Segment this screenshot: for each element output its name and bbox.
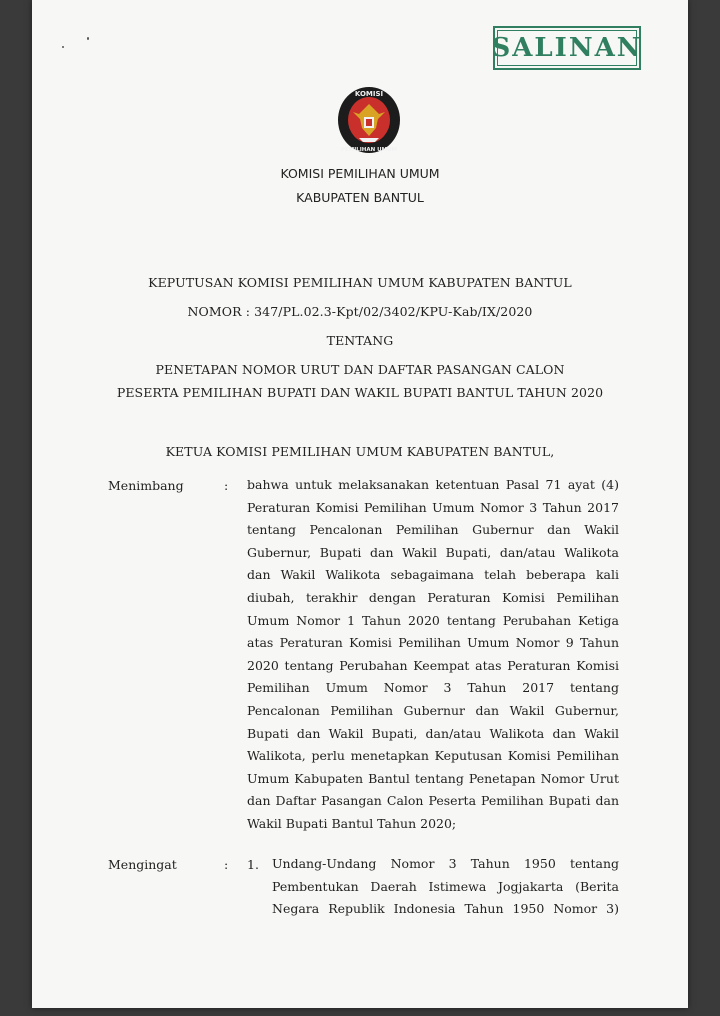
menimbang-line: diubah, terakhir dengan Peraturan Komisi Pemilihan <box>247 589 619 605</box>
kpu-logo-icon <box>335 84 403 156</box>
menimbang-label: Menimbang <box>108 478 184 493</box>
document-page <box>32 0 688 1008</box>
decree-about: TENTANG <box>326 333 394 348</box>
mengingat-item-paragraph <box>272 853 619 921</box>
decree-number: NOMOR : 347/PL.02.3-Kpt/02/3402/KPU-Kab/IX/2020 <box>187 304 533 319</box>
decree-subject-line1: PENETAPAN NOMOR URUT DAN DAFTAR PASANGAN CALON <box>155 362 565 377</box>
menimbang-colon: : <box>224 478 229 493</box>
menimbang-line: Umum Nomor 1 Tahun 2020 tentang Perubahan Ketiga <box>247 612 619 628</box>
menimbang-line: Wakil Bupati Bantul Tahun 2020; <box>247 815 457 831</box>
menimbang-line: Umum Kabupaten Bantul tentang Penetapan Nomor Urut <box>247 770 619 786</box>
logo-top-text: KOMISI <box>354 90 384 98</box>
scan-speck <box>62 46 64 48</box>
salinan-stamp: SALINAN <box>493 26 641 70</box>
institution-name: KOMISI PEMILIHAN UMUM <box>280 166 440 181</box>
mengingat-line: Pembentukan Daerah Istimewa Jogjakarta (Berita <box>272 878 619 894</box>
menimbang-line: Bupati dan Wakil Bupati, dan/atau Walikota dan Wakil <box>247 725 619 741</box>
menimbang-line: tentang Pencalonan Pemilihan Gubernur dan Wakil <box>247 522 619 538</box>
scan-speck <box>87 37 89 40</box>
decree-subject-line2: PESERTA PEMILIHAN BUPATI DAN WAKIL BUPATI BANTUL TAHUN 2020 <box>116 385 604 400</box>
menimbang-line: Walikota, perlu menetapkan Keputusan Komisi Pemilihan <box>247 748 619 764</box>
mengingat-colon: : <box>224 857 229 872</box>
menimbang-line: dan Daftar Pasangan Calon Peserta Pemilihan Bupati dan <box>247 793 619 809</box>
menimbang-line: dan Wakil Walikota sebagaimana telah beberapa kali <box>247 567 619 583</box>
menimbang-line: Pencalonan Pemilihan Gubernur dan Wakil Gubernur, <box>247 702 619 718</box>
menimbang-line: bahwa untuk melaksanakan ketentuan Pasal 71 ayat (4) <box>247 477 619 492</box>
menimbang-line: Pemilihan Umum Nomor 3 Tahun 2017 tentang <box>247 680 619 696</box>
menimbang-line: Gubernur, Bupati dan Wakil Bupati, dan/atau Walikota <box>247 544 619 560</box>
institution-region: KABUPATEN BANTUL <box>296 190 424 205</box>
decree-chair: KETUA KOMISI PEMILIHAN UMUM KABUPATEN BANTUL, <box>165 444 555 459</box>
menimbang-line: Peraturan Komisi Pemilihan Umum Nomor 3 Tahun 2017 <box>247 499 619 515</box>
menimbang-line: atas Peraturan Komisi Pemilihan Umum Nomor 9 Tahun <box>247 635 619 651</box>
mengingat-item-number: 1. <box>247 857 259 872</box>
menimbang-paragraph <box>247 474 619 836</box>
mengingat-line: Negara Republik Indonesia Tahun 1950 Nomor 3) <box>272 901 619 917</box>
menimbang-line: 2020 tentang Perubahan Keempat atas Peraturan Komisi <box>247 657 619 673</box>
mengingat-label: Mengingat <box>108 857 177 872</box>
logo-bottom-text: PEMILIHAN UMUM <box>340 147 398 153</box>
mengingat-line: Undang-Undang Nomor 3 Tahun 1950 tentang <box>272 856 619 871</box>
decree-title: KEPUTUSAN KOMISI PEMILIHAN UMUM KABUPATEN BANTUL <box>148 275 572 290</box>
